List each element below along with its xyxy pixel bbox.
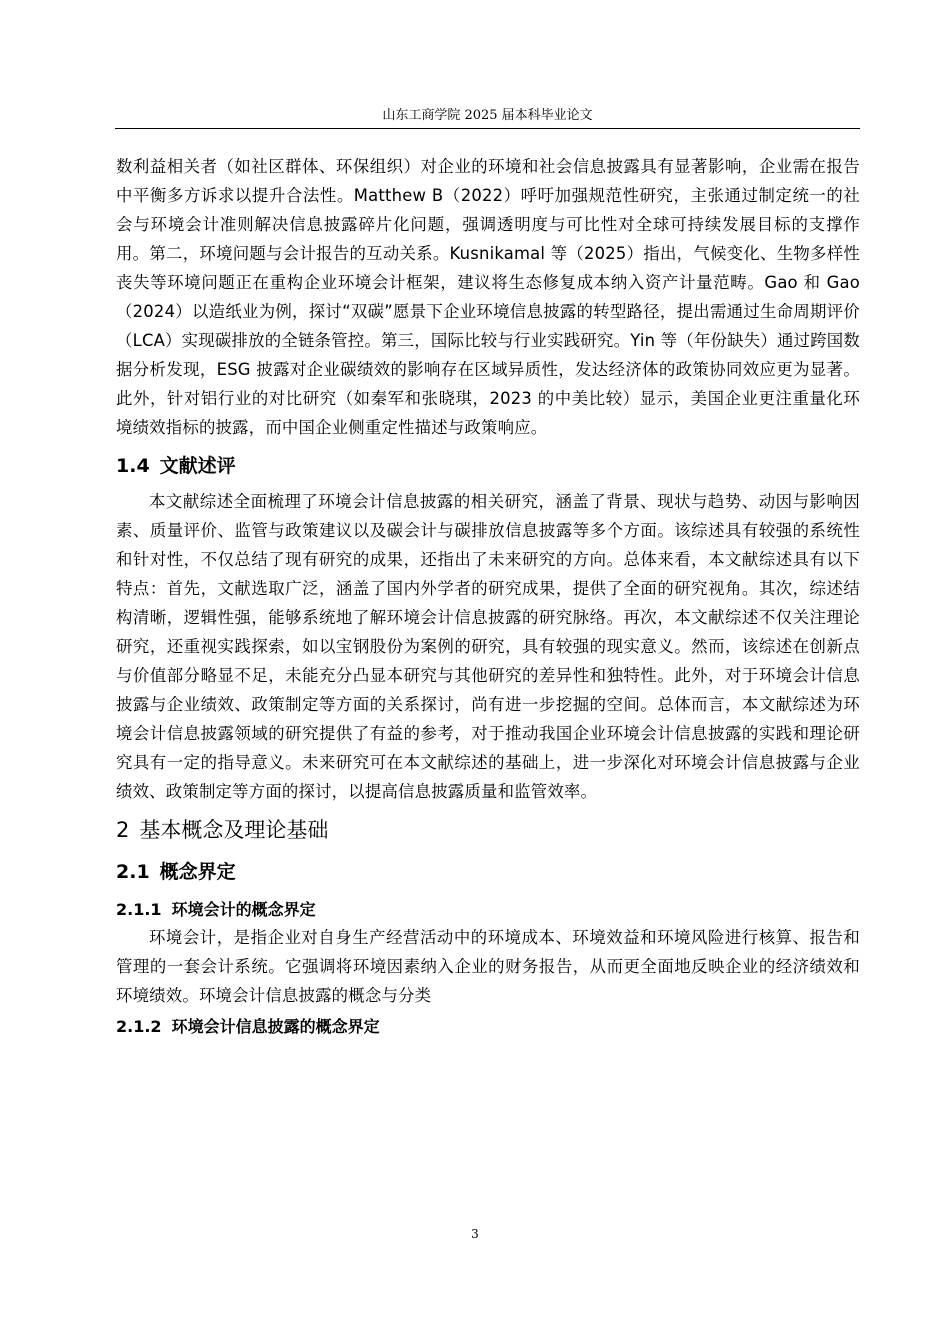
page-number: 3 — [471, 1227, 479, 1241]
chapter-title: 基本概念及理论基础 — [139, 818, 329, 842]
section-number: 1.4 — [116, 455, 150, 477]
section-heading-1-4 — [116, 442, 860, 487]
subsection-heading-2-1-2 — [116, 1010, 860, 1040]
paragraph-environmental-accounting: 环境会计，是指企业对自身生产经营活动中的环境成本、环境效益和环境风险进行核算、报告和管理的一套会计系统。它强调将环境因素纳入企业的财务报告，从而更全面地反映企业的经济绩效和环境绩效。环境会计信息披露的概念与分类 — [116, 928, 860, 1005]
subsection-number: 2.1.2 — [116, 1017, 162, 1036]
paragraph-continued: 数利益相关者（如社区群体、环保组织）对企业的环境和社会信息披露具有显著影响，企业需在报告中平衡多方诉求以提升合法性。Matthew B（2022）呼吁加强规范性研究，主张通过制定统一的社会与环境会计准则解决信息披露碎片化问题，强调透明度与可比性对全球可持续发展目标的支撑作用。第二，环境问题与会计报告的互动关系。Kusnikamal 等（2025）指出，气候变化、生物多样性丧失等环境问题正在重构企业环境会计框架，建议将生态修复成本纳入资产计量范畴。Gao 和 Gao（2024）以造纸业为例，探讨“双碳”愿景下企业环境信息披露的转型路径，提出需通过生命周期评价（LCA）实现碳排放的全链条管控。第三，国际比较与行业实践研究。Yin 等（年份缺失）通过跨国数据分析发现，ESG 披露对企业碳绩效的影响存在区域异质性，发达经济体的政策协同效应更为显著。此外，针对铝行业的对比研究（如秦军和张晓琪，2023 的中美比较）显示，美国企业更注重量化环境绩效指标的披露，而中国企业侧重定性描述与政策响应。 — [116, 157, 860, 437]
subsection-number: 2.1.1 — [116, 900, 162, 919]
page-header: 山东工商学院 2025 届本科毕业论文 — [382, 108, 593, 123]
chapter-heading-2 — [116, 806, 860, 848]
section-heading-2-1 — [116, 848, 860, 893]
header-rule — [115, 128, 860, 129]
subsection-title: 环境会计的概念界定 — [171, 900, 316, 919]
subsection-title: 环境会计信息披露的概念界定 — [171, 1017, 380, 1036]
paragraph-literature-review: 本文献综述全面梳理了环境会计信息披露的相关研究，涵盖了背景、现状与趋势、动因与影响因素、质量评价、监管与政策建议以及碳会计与碳排放信息披露等多个方面。该综述具有较强的系统性和针对性，不仅总结了现有研究的成果，还指出了未来研究的方向。总体来看，本文献综述具有以下特点：首先，文献选取广泛，涵盖了国内外学者的研究成果，提供了全面的研究视角。其次，综述结构清晰，逻辑性强，能够系统地了解环境会计信息披露的研究脉络。再次，本文献综述不仅关注理论研究，还重视实践探索，如以宝钢股份为案例的研究，具有较强的现实意义。然而，该综述在创新点与价值部分略显不足，未能充分凸显本研究与其他研究的差异性和独特性。此外，对于环境会计信息披露与企业绩效、政策制定等方面的关系探讨，尚有进一步挖掘的空间。总体而言，本文献综述为环境会计信息披露领域的研究提供了有益的参考，对于推动我国企业环境会计信息披露的实践和理论研究具有一定的指导意义。未来研究可在本文献综述的基础上，进一步深化对环境会计信息披露与企业绩效、政策制定等方面的探讨，以提高信息披露质量和监管效率。 — [116, 492, 860, 801]
page-body — [116, 152, 860, 1040]
section-number: 2.1 — [116, 861, 150, 883]
section-title: 文献述评 — [159, 455, 236, 477]
section-title: 概念界定 — [159, 861, 236, 883]
subsection-heading-2-1-1 — [116, 893, 860, 923]
chapter-number: 2 — [116, 818, 130, 842]
